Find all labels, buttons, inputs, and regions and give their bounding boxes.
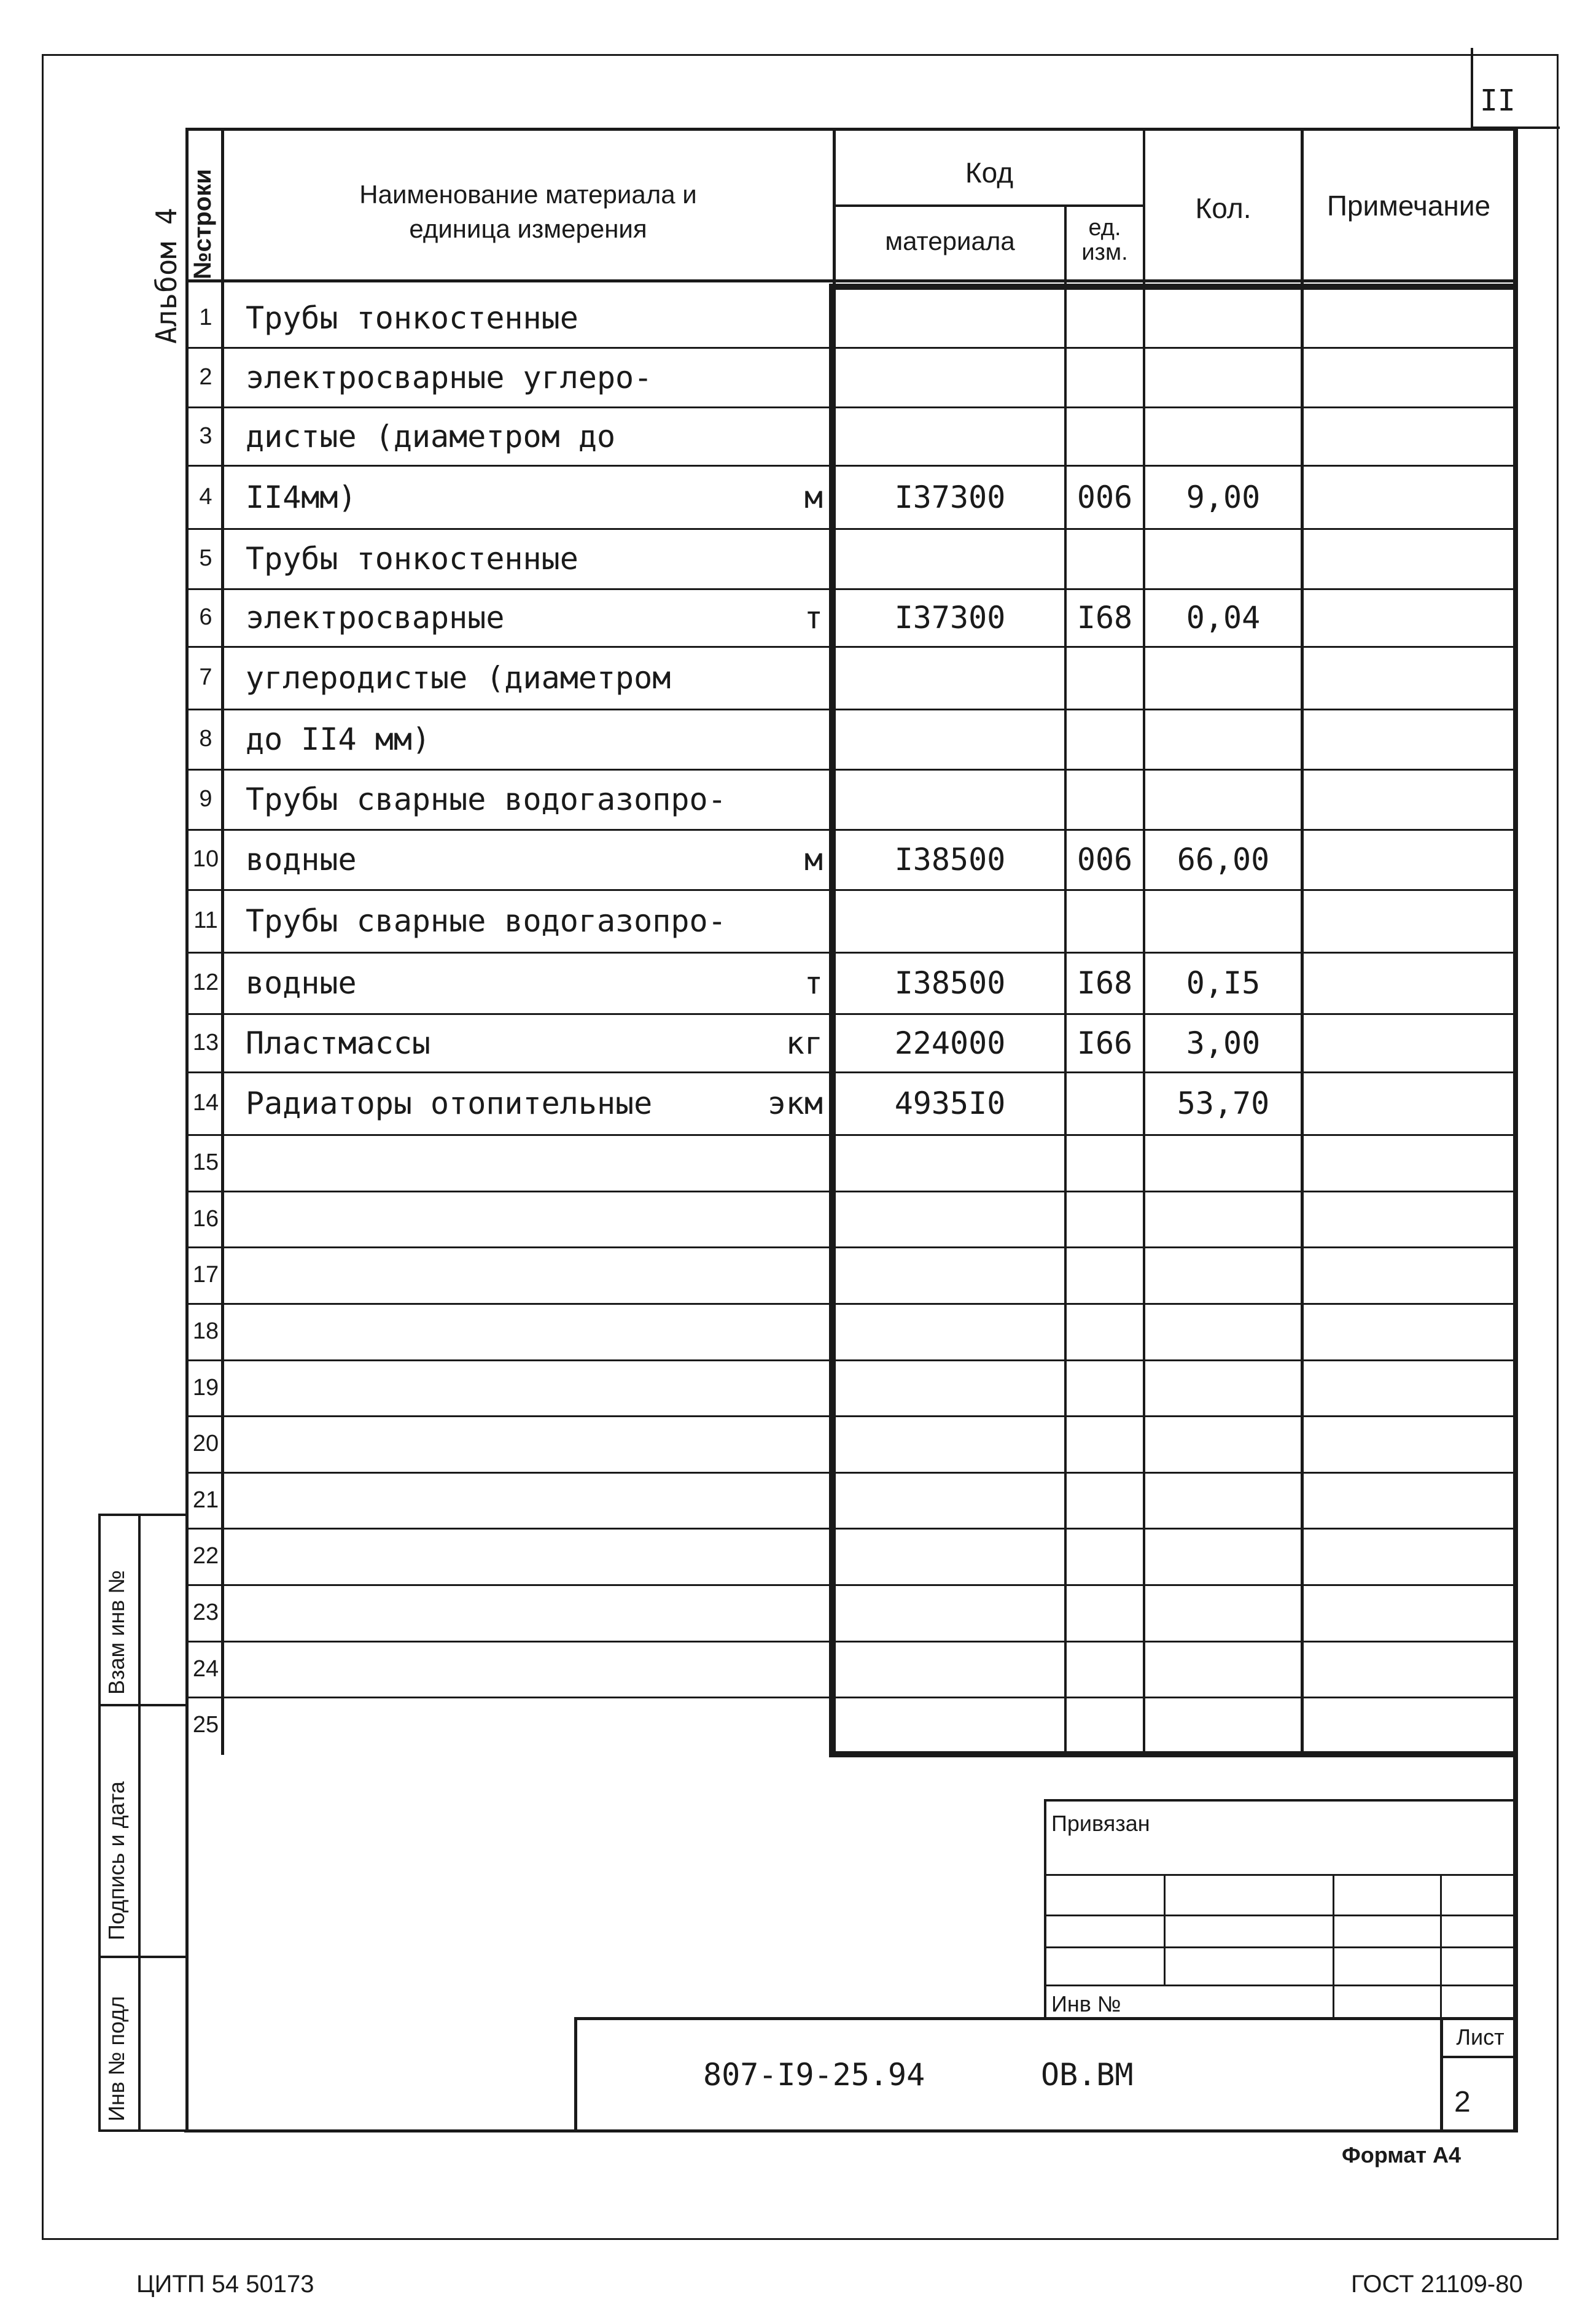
row-divider (189, 1013, 1515, 1015)
cell-ucode: 006 (1076, 842, 1133, 877)
cell-code: I38500 (894, 842, 1006, 877)
cell-code: I38500 (894, 965, 1006, 1001)
row-number: 12 (192, 970, 219, 995)
cell-code: 4935I0 (894, 1086, 1006, 1121)
row-divider (189, 406, 1515, 408)
row-number: 2 (199, 364, 212, 390)
row-divider (189, 829, 1515, 831)
header-note: Примечание (1326, 190, 1491, 222)
cell-qty: 53,70 (1177, 1086, 1270, 1121)
row-number: 9 (199, 786, 212, 812)
row-divider (189, 1641, 1515, 1643)
row-number: 23 (192, 1600, 219, 1625)
row-number: 14 (192, 1090, 219, 1116)
format-label: Формат А4 (1342, 2142, 1462, 2167)
row-divider (189, 889, 1515, 891)
cell-unit: т (804, 600, 823, 636)
row-divider (189, 769, 1515, 771)
cell-ucode: I68 (1076, 600, 1133, 636)
row-number: 5 (199, 545, 212, 571)
bound-label: Привязан (1051, 1811, 1150, 1836)
cell-code: I37300 (894, 479, 1006, 515)
cell-name: Трубы сварные водогазопро- (246, 782, 726, 817)
row-number: 25 (192, 1712, 219, 1738)
footer-left: ЦИТП 54 50173 (136, 2271, 314, 2298)
cell-code: 224000 (894, 1025, 1006, 1061)
row-divider (189, 709, 1515, 710)
row-divider (189, 347, 1515, 349)
cell-name: электросварные (246, 600, 505, 636)
row-number: 8 (199, 726, 212, 752)
row-divider (189, 1472, 1515, 1474)
row-divider (189, 465, 1515, 467)
row-number: 20 (192, 1431, 219, 1456)
header-qty: Кол. (1195, 192, 1251, 224)
header-unit-code-1: ед. (1088, 215, 1121, 241)
row-number: 19 (192, 1374, 219, 1401)
inv-label: Инв № (1051, 1991, 1121, 2016)
cell-name: водные (246, 842, 357, 877)
row-divider (189, 1415, 1515, 1417)
cell-ucode: 006 (1076, 479, 1133, 515)
row-number: 16 (192, 1205, 219, 1232)
cell-name: Пластмассы (246, 1025, 431, 1061)
row-number: 10 (192, 846, 219, 872)
cell-qty: 0,04 (1186, 600, 1261, 636)
row-divider (189, 1697, 1515, 1698)
row-number: 24 (192, 1655, 219, 1682)
cell-name: до II4 мм) (246, 721, 431, 757)
row-divider (189, 1134, 1515, 1136)
cell-name: Радиаторы отопительные (246, 1086, 653, 1121)
row-divider (189, 952, 1515, 954)
row-number: 17 (192, 1262, 219, 1288)
row-divider (189, 1359, 1515, 1361)
cell-ucode: I66 (1076, 1025, 1133, 1061)
cell-unit: т (804, 965, 823, 1001)
footer-right: ГОСТ 21109-80 (1351, 2271, 1523, 2298)
sheet-badge: II (1480, 84, 1516, 118)
row-divider (189, 1584, 1515, 1586)
sheet-value: 2 (1454, 2086, 1471, 2118)
cell-qty: 9,00 (1186, 479, 1261, 515)
cell-unit: экм (767, 1086, 823, 1121)
row-number: 22 (192, 1543, 219, 1569)
row-number: 21 (192, 1487, 219, 1513)
cell-unit: м (804, 842, 823, 877)
row-number: 4 (199, 483, 212, 510)
cell-unit: м (804, 479, 823, 515)
cell-name: углеродистые (диаметром (246, 660, 671, 696)
header-unit-code-2: изм. (1081, 239, 1128, 265)
row-number: 3 (199, 422, 212, 449)
stamp-sign-date: Подпись и дата (104, 1781, 129, 1940)
cell-name: дистые (диаметром до (246, 418, 616, 454)
row-number: 11 (193, 908, 218, 933)
row-divider (189, 1303, 1515, 1305)
cell-name: Трубы сварные водогазопро- (246, 903, 726, 939)
row-divider (189, 528, 1515, 530)
header-row-no: №строки (189, 169, 216, 279)
row-number: 7 (199, 664, 212, 690)
header-name-line2: единица измерения (409, 214, 647, 243)
row-number: 1 (199, 304, 212, 330)
cell-qty: 3,00 (1186, 1025, 1261, 1061)
cell-name: II4мм) (246, 479, 357, 515)
cell-qty: 66,00 (1177, 842, 1270, 877)
row-divider (189, 1528, 1515, 1530)
header-code: Код (965, 157, 1014, 189)
cell-name: водные (246, 965, 357, 1001)
row-divider (189, 1071, 1515, 1073)
row-divider (189, 1191, 1515, 1192)
header-name-line1: Наименование материала и (359, 180, 697, 209)
row-divider (189, 1246, 1515, 1248)
doc-mark: ОВ.ВМ (1041, 2057, 1134, 2093)
cell-name: Трубы тонкостенные (246, 300, 578, 336)
cell-name: электросварные углеро- (246, 359, 653, 395)
sheet-label: Лист (1456, 2024, 1505, 2050)
stamp-inv-original: Инв № подл (104, 1996, 129, 2121)
row-divider (189, 588, 1515, 590)
header-material: материала (885, 227, 1015, 255)
cell-code: I37300 (894, 600, 1006, 636)
cell-qty: 0,I5 (1186, 965, 1261, 1001)
cell-name: Трубы тонкостенные (246, 541, 578, 577)
cell-ucode: I68 (1076, 965, 1133, 1001)
row-number: 13 (192, 1029, 219, 1056)
row-number: 15 (192, 1149, 219, 1175)
row-number: 6 (199, 604, 212, 630)
cell-unit: кг (785, 1025, 823, 1061)
stamp-inv-replace: Взам инв № (104, 1569, 129, 1695)
row-number: 18 (192, 1318, 219, 1344)
album-label: Альбом 4 (150, 208, 183, 344)
row-divider (189, 646, 1515, 648)
doc-number: 807-I9-25.94 (703, 2057, 925, 2093)
